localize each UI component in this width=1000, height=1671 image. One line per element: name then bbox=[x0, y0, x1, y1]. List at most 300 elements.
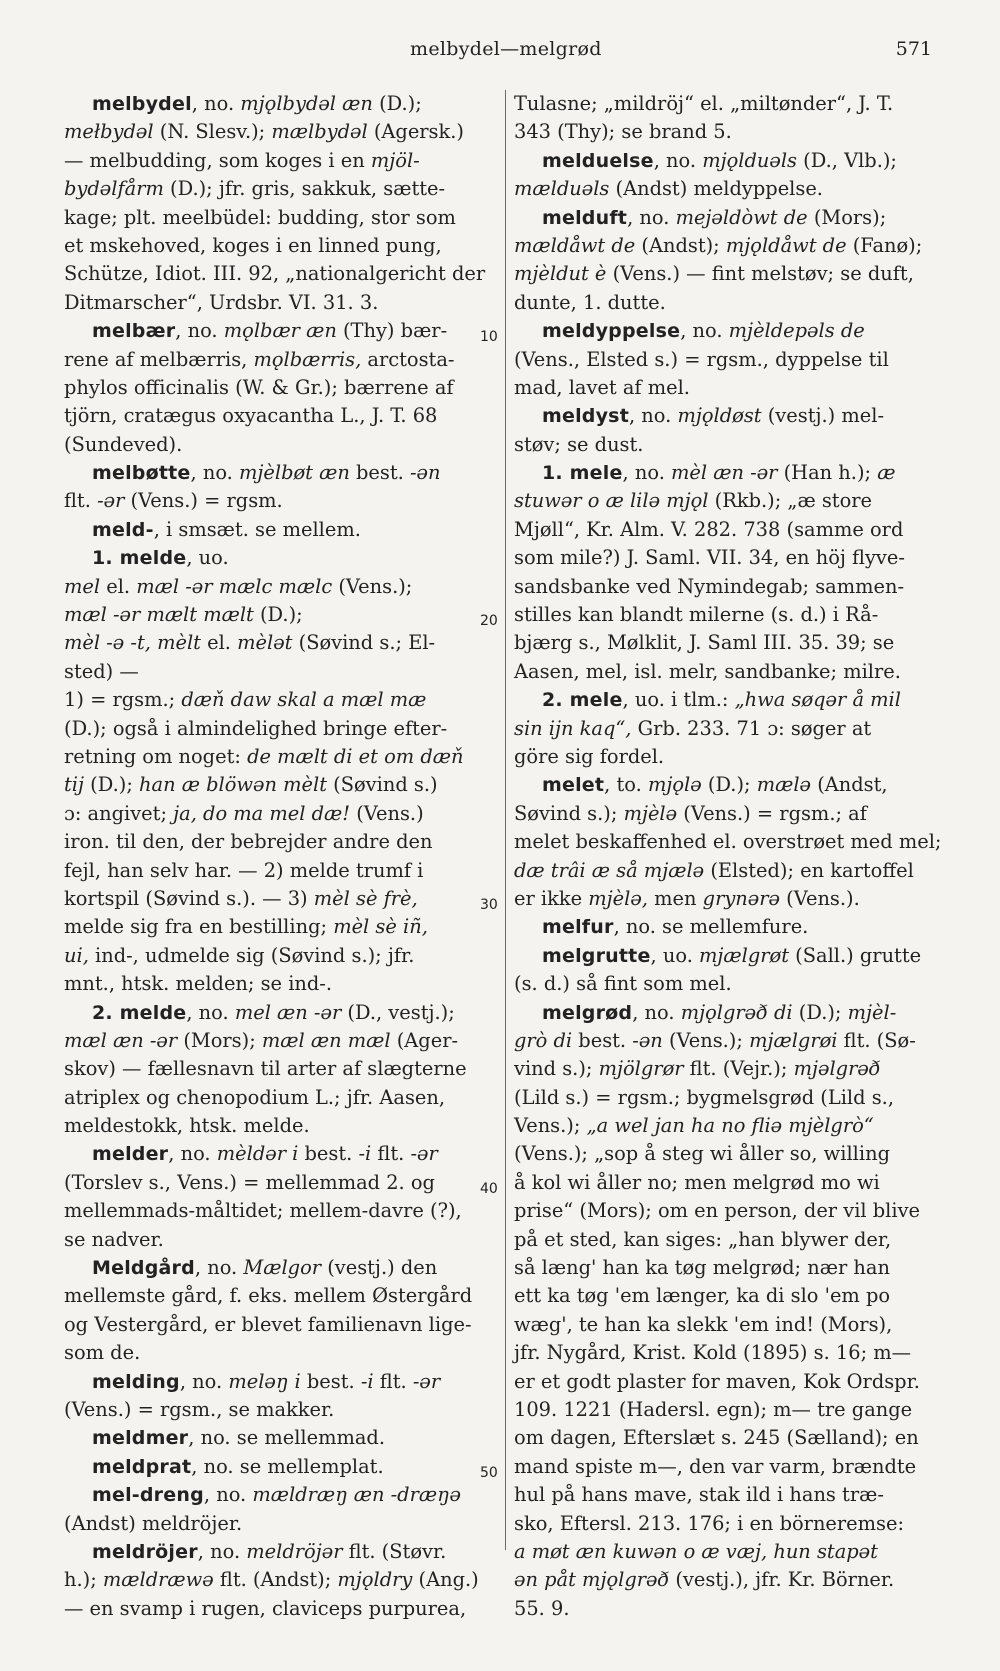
text-line bbox=[514, 402, 937, 430]
text-line bbox=[64, 1453, 500, 1481]
text-run: sandsbanke ved Nymindegab; sammen- bbox=[514, 574, 904, 598]
text-run: ind-, udmelde sig (Søvind s.); jfr. bbox=[88, 943, 415, 967]
text-run: iron. til den, der bebrejder andre den bbox=[64, 830, 433, 854]
text-run: (Lild s.) = rgsm.; bygmelsgrød (Lild s., bbox=[514, 1085, 894, 1109]
text-run: (Vens.) = rgsm., se makker. bbox=[64, 1397, 335, 1421]
text-run: best. bbox=[300, 1369, 361, 1393]
text-run: og Vestergård, er blevet familienavn lige- bbox=[64, 1312, 472, 1336]
text-line bbox=[64, 1538, 500, 1566]
headword: melduft bbox=[542, 206, 628, 229]
text-line bbox=[514, 374, 937, 402]
text-line bbox=[514, 516, 937, 544]
text-line bbox=[514, 317, 937, 345]
dialect-form: meldröjər bbox=[246, 1539, 343, 1563]
text-run: retning om noget: bbox=[64, 744, 248, 768]
text-run: ɔ: angivet; bbox=[64, 801, 174, 825]
text-line bbox=[64, 1169, 500, 1197]
text-run: Vens.); bbox=[514, 1114, 587, 1138]
column-divider bbox=[505, 90, 506, 1550]
text-line bbox=[64, 1140, 500, 1168]
text-run: sted) — bbox=[64, 659, 139, 683]
text-run: (D., Vlb.); bbox=[797, 148, 897, 172]
dialect-form: mælə bbox=[756, 773, 812, 797]
text-run: (s. d.) så fint som mel. bbox=[514, 972, 732, 996]
text-run: (Vens., Elsted s.) = rgsm., dyppelse til bbox=[514, 347, 889, 371]
dialect-form: -ər bbox=[97, 489, 125, 513]
text-line bbox=[514, 885, 937, 913]
dialect-form: mjèldut è bbox=[514, 262, 607, 286]
text-line bbox=[514, 346, 937, 374]
text-line bbox=[64, 715, 500, 743]
dialect-form: mæl æn mæl bbox=[261, 1028, 391, 1052]
dialect-form: „hwa søqər å mil bbox=[734, 688, 901, 712]
headword: melgrød bbox=[542, 1001, 633, 1024]
dialect-form: mjèlə, bbox=[588, 886, 648, 910]
text-run: se nadver. bbox=[64, 1227, 164, 1251]
text-run: , no. bbox=[653, 148, 703, 172]
text-run: best. bbox=[572, 1028, 633, 1052]
text-run: (vestj.), jfr. Kr. Börner. bbox=[669, 1568, 895, 1592]
text-line bbox=[514, 1055, 937, 1083]
text-run: Ditmarscher“, Urdsbr. VI. 31. 3. bbox=[64, 290, 379, 314]
dialect-form: sin ijn kaq“, bbox=[514, 716, 632, 740]
text-line bbox=[64, 374, 500, 402]
text-run: (Rkb.); „æ store bbox=[708, 489, 872, 513]
dialect-form: mæl -ər mælc mælc bbox=[136, 574, 333, 598]
text-run: wæg', te han ka slekk 'em ind! (Mors), bbox=[514, 1312, 893, 1336]
text-line bbox=[514, 1140, 937, 1168]
text-line bbox=[64, 1481, 500, 1509]
text-run: (Vens.) = rgsm. bbox=[124, 489, 283, 513]
text-line bbox=[514, 715, 937, 743]
text-run: (Torslev s., Vens.) = mellemmad 2. og bbox=[64, 1170, 435, 1194]
text-line bbox=[64, 232, 500, 260]
text-run: flt. (Støvr. bbox=[342, 1539, 447, 1563]
dialect-form: mjǫlgrəð di bbox=[680, 1000, 793, 1024]
text-run: (Mors); bbox=[807, 205, 887, 229]
text-line bbox=[64, 431, 500, 459]
text-run: rene af melbærris, bbox=[64, 347, 254, 371]
text-line bbox=[64, 1055, 500, 1083]
text-line bbox=[514, 1226, 937, 1254]
headword: melet bbox=[542, 774, 605, 797]
text-run: — melbudding, som koges i en bbox=[64, 148, 371, 172]
text-line bbox=[514, 118, 937, 146]
text-line bbox=[64, 544, 500, 572]
headword: melder bbox=[92, 1143, 169, 1166]
text-run: på et sted, kan siges: „han blywer der, bbox=[514, 1227, 892, 1251]
dialect-form: -ən bbox=[409, 461, 441, 485]
text-run: (Han h.); bbox=[777, 461, 878, 485]
text-line bbox=[514, 1027, 937, 1055]
text-line bbox=[514, 232, 937, 260]
text-line bbox=[514, 800, 937, 828]
text-line bbox=[64, 1396, 500, 1424]
dialect-form: dæ trâi æ så mjælə bbox=[514, 858, 705, 882]
headword: meldyppelse bbox=[542, 320, 681, 343]
dialect-form: meləŋ i bbox=[228, 1369, 301, 1393]
dialect-form: mjǫlbydəl æn bbox=[240, 92, 373, 115]
dialect-form: mælbydəl bbox=[271, 120, 368, 144]
text-run: 1) = rgsm.; bbox=[64, 688, 182, 712]
headword: meldyst bbox=[542, 405, 629, 428]
text-run: flt. bbox=[371, 1142, 411, 1166]
text-line bbox=[514, 1339, 937, 1367]
dialect-form: mjǫldåwt de bbox=[725, 233, 847, 257]
text-line bbox=[514, 431, 937, 459]
dialect-form: mæl -ər mælt mælt bbox=[64, 603, 254, 627]
dialect-form: mel bbox=[64, 574, 101, 598]
text-run: å kol wi åller no; men melgrød mo wi bbox=[514, 1170, 880, 1194]
text-run: (Andst) meldröjer. bbox=[64, 1511, 243, 1535]
text-line bbox=[64, 1424, 500, 1452]
right-column bbox=[514, 90, 942, 1623]
text-line bbox=[64, 1282, 500, 1310]
dialect-form: bydəlfårm bbox=[64, 177, 164, 201]
text-run: et mskehoved, koges i en linned pung, bbox=[64, 233, 442, 257]
text-run: , no. bbox=[186, 1000, 235, 1024]
text-run: som mile?) J. Saml. VII. 34, en höj flyve- bbox=[514, 546, 905, 570]
headword: melding bbox=[92, 1370, 180, 1393]
text-run: (D.); bbox=[701, 773, 757, 797]
text-line bbox=[64, 402, 500, 430]
text-line bbox=[64, 260, 500, 288]
text-line bbox=[514, 1396, 937, 1424]
text-run: , uo. bbox=[650, 943, 700, 967]
text-run: dunte, 1. dutte. bbox=[514, 290, 666, 314]
text-line bbox=[64, 1197, 500, 1225]
text-run: melde sig fra en bestilling; bbox=[64, 915, 334, 939]
text-run: (Vens.). bbox=[780, 886, 860, 910]
text-run: , no. bbox=[680, 319, 729, 343]
dialect-form: -ər bbox=[412, 1369, 441, 1393]
text-run: , i smsæt. se mellem. bbox=[153, 517, 361, 541]
text-line bbox=[514, 260, 937, 288]
text-run: , no. bbox=[203, 1483, 253, 1507]
dialect-form: mel æn -ər bbox=[234, 1000, 342, 1024]
text-line bbox=[514, 1566, 937, 1594]
text-run: (Ang.) bbox=[412, 1568, 479, 1592]
text-run: (vestj.) mel- bbox=[761, 404, 885, 428]
text-line bbox=[514, 1084, 937, 1112]
text-run: el. bbox=[100, 574, 137, 598]
text-line bbox=[514, 90, 937, 118]
headword: meld- bbox=[92, 518, 154, 541]
text-run: (Søvind s.; El- bbox=[292, 631, 436, 655]
text-line bbox=[64, 686, 500, 714]
dialect-form: mèl sè iñ, bbox=[333, 915, 428, 939]
left-column bbox=[64, 90, 500, 1623]
text-run: men bbox=[647, 886, 703, 910]
text-line bbox=[514, 1254, 937, 1282]
text-line bbox=[514, 289, 937, 317]
text-run: , no. se mellemmad. bbox=[188, 1426, 385, 1450]
text-run: best. bbox=[298, 1142, 359, 1166]
text-line bbox=[514, 913, 937, 941]
dialect-form: mełbydəl bbox=[64, 120, 154, 144]
text-run: Grb. 233. 71 ɔ: søger at bbox=[631, 716, 872, 740]
headword: 1. melde bbox=[92, 547, 187, 570]
dialect-form: mældræŋ æn -dræŋə bbox=[252, 1483, 462, 1507]
text-run: (N. Slesv.); bbox=[153, 120, 272, 144]
headword: Meldgård bbox=[92, 1257, 195, 1280]
text-run: (Thy) bær- bbox=[336, 319, 448, 343]
text-line bbox=[514, 658, 937, 686]
text-line bbox=[514, 175, 937, 203]
text-line bbox=[64, 771, 500, 799]
text-run: (Elsted); en kartoffel bbox=[704, 858, 914, 882]
text-run: melet beskaffenhed el. overstrøet med mel; bbox=[514, 830, 942, 854]
text-line bbox=[514, 1368, 937, 1396]
text-line bbox=[514, 1197, 937, 1225]
text-run: Tulasne; „mildröj“ el. „miltønder“, J. T. bbox=[514, 92, 894, 115]
text-line bbox=[64, 885, 500, 913]
dialect-form: mjælgrøt bbox=[699, 943, 790, 967]
text-run: kage; plt. meelbüdel: budding, stor som bbox=[64, 205, 456, 229]
dialect-form: mjèl- bbox=[847, 1000, 897, 1024]
text-line bbox=[64, 970, 500, 998]
headword: melduelse bbox=[542, 149, 654, 172]
text-run: , no. bbox=[632, 1000, 681, 1024]
text-line bbox=[64, 1311, 500, 1339]
text-run: , to. bbox=[604, 773, 648, 797]
text-line bbox=[64, 1027, 500, 1055]
dialect-form: mèldər i bbox=[216, 1142, 299, 1166]
text-line bbox=[64, 601, 500, 629]
text-run: (Vens.) bbox=[350, 801, 424, 825]
text-line bbox=[514, 771, 937, 799]
headword: meldröjer bbox=[92, 1540, 198, 1563]
dialect-form: mèl -ə -t, mèlt bbox=[64, 631, 201, 655]
text-run: , no. se mellemfure. bbox=[613, 915, 809, 939]
headword: melbøtte bbox=[92, 462, 191, 485]
dialect-form: -i bbox=[360, 1369, 374, 1393]
dialect-form: grò di bbox=[514, 1028, 573, 1052]
text-line bbox=[514, 857, 937, 885]
text-run: ett ka tøg 'em længer, ka di slo 'em po bbox=[514, 1284, 891, 1308]
text-run: (Vens.); bbox=[662, 1028, 750, 1052]
text-line bbox=[64, 147, 500, 175]
text-run: jfr. Nygård, Krist. Kold (1895) s. 16; m— bbox=[514, 1341, 912, 1365]
text-line bbox=[64, 1510, 500, 1538]
text-run: , no. bbox=[194, 1256, 244, 1280]
text-run: Aasen, mel, isl. melr, sandbanke; milre. bbox=[514, 659, 901, 683]
headword: 1. mele bbox=[542, 462, 623, 485]
dialect-form: mældåwt de bbox=[514, 233, 636, 257]
text-run: (D.); bbox=[253, 603, 303, 627]
dialect-form: ən påt mjǫlgrəð bbox=[514, 1568, 670, 1592]
headword: melfur bbox=[542, 916, 614, 939]
text-run: , no. bbox=[168, 1142, 217, 1166]
text-line bbox=[514, 487, 937, 515]
text-run: flt. bbox=[64, 489, 98, 513]
text-run: så læng' han ka tøg melgrød; nær han bbox=[514, 1256, 890, 1280]
text-run: (Vens.); bbox=[332, 574, 413, 598]
text-line bbox=[514, 1538, 937, 1566]
text-run: mad, lavet af mel. bbox=[514, 375, 690, 399]
text-run: (Vens.) = rgsm.; af bbox=[677, 801, 867, 825]
text-line bbox=[64, 175, 500, 203]
text-run: kortspil (Søvind s.). — 3) bbox=[64, 886, 314, 910]
text-line bbox=[64, 857, 500, 885]
text-run: fejl, han selv har. — 2) melde trumf i bbox=[64, 858, 424, 882]
dialect-form: æ bbox=[877, 461, 896, 485]
dialect-form: „a wel jan ha no fliə mjèlgrò“ bbox=[586, 1114, 874, 1138]
text-line bbox=[514, 1112, 937, 1140]
dialect-form: mældræwə bbox=[102, 1568, 214, 1592]
text-line bbox=[64, 1595, 500, 1623]
text-run: sko, Eftersl. 213. 176; i en börneremse: bbox=[514, 1511, 904, 1535]
text-line bbox=[514, 942, 937, 970]
dialect-form: grynərə bbox=[702, 886, 781, 910]
text-line bbox=[64, 317, 500, 345]
text-run: Mjøll“, Kr. Alm. V. 282. 738 (samme ord bbox=[514, 517, 904, 541]
text-line bbox=[64, 1566, 500, 1594]
text-run: flt. (Sø- bbox=[837, 1028, 916, 1052]
line-number-40: 40 bbox=[480, 1181, 498, 1197]
dialect-form: de mælt di et om dæň bbox=[247, 744, 464, 768]
text-run: om dagen, Efterslæt s. 245 (Sælland); en bbox=[514, 1426, 919, 1450]
dialect-form: mjǫlə bbox=[647, 773, 702, 797]
dialect-form: ui, bbox=[64, 943, 89, 967]
text-run: (Andst); bbox=[635, 233, 726, 257]
text-line bbox=[514, 1453, 937, 1481]
dialect-form: -ər bbox=[410, 1142, 438, 1166]
text-run: (Andst) meldyppelse. bbox=[609, 177, 823, 201]
text-run: (Ager- bbox=[390, 1028, 459, 1052]
text-run: mnt., htsk. melden; se ind-. bbox=[64, 972, 333, 996]
dialect-form: mjöl- bbox=[370, 148, 420, 172]
headword: melbydel bbox=[92, 93, 192, 115]
text-run: (Sall.) grutte bbox=[789, 943, 922, 967]
dialect-form: mjèlə bbox=[623, 801, 678, 825]
text-line bbox=[64, 999, 500, 1027]
text-line bbox=[514, 1424, 937, 1452]
text-run: (vestj.) den bbox=[321, 1256, 438, 1280]
dialect-form: mæl æn -ər bbox=[64, 1028, 178, 1052]
text-line bbox=[514, 204, 937, 232]
text-run: Schütze, Idiot. III. 92, „nationalgericht der bbox=[64, 262, 486, 286]
line-number-30: 30 bbox=[480, 897, 498, 913]
text-line bbox=[64, 1112, 500, 1140]
text-line bbox=[514, 147, 937, 175]
dialect-form: mǫlbær æn bbox=[223, 319, 337, 343]
text-run: 55. 9. bbox=[514, 1596, 570, 1620]
text-run: mellemste gård, f. eks. mellem Østergård bbox=[64, 1284, 473, 1308]
text-run: göre sig fordel. bbox=[514, 744, 665, 768]
text-line bbox=[64, 459, 500, 487]
text-run: er ikke bbox=[514, 886, 589, 910]
text-line bbox=[64, 913, 500, 941]
text-run: tjörn, cratægus oxyacantha L., J. T. 68 bbox=[64, 404, 438, 428]
text-line bbox=[514, 601, 937, 629]
page-title: melbydel—melgrød bbox=[410, 38, 602, 60]
text-run: , no. bbox=[628, 404, 678, 428]
text-run: stilles kan blandt milerne (s. d.) i Rå- bbox=[514, 603, 879, 627]
text-line bbox=[514, 828, 942, 856]
text-run: arctosta- bbox=[361, 347, 455, 371]
text-line bbox=[514, 1311, 937, 1339]
text-run: atriplex og chenopodium L.; jfr. Aasen, bbox=[64, 1085, 446, 1109]
text-line bbox=[64, 629, 500, 657]
headword: 2. mele bbox=[542, 689, 623, 712]
text-line bbox=[64, 346, 500, 374]
text-run: (D.); bbox=[84, 773, 140, 797]
dialect-form: mjǫlduəls bbox=[702, 148, 798, 172]
headword: meldmer bbox=[92, 1427, 189, 1450]
headword: melbær bbox=[92, 320, 176, 343]
text-line bbox=[514, 1481, 937, 1509]
text-run: (Vens.) — fint melstøv; se duft, bbox=[606, 262, 914, 286]
text-run: , no. bbox=[197, 1539, 247, 1563]
text-run: , no. bbox=[175, 319, 224, 343]
text-line bbox=[64, 942, 500, 970]
text-line bbox=[64, 516, 500, 544]
text-run: , uo. bbox=[186, 546, 229, 570]
text-run: (Søvind s.) bbox=[327, 773, 438, 797]
text-run: Søvind s.); bbox=[514, 801, 624, 825]
page-number: 571 bbox=[895, 38, 932, 60]
text-line bbox=[514, 459, 937, 487]
text-run: skov) — fællesnavn til arter af slægterne bbox=[64, 1057, 467, 1081]
text-line bbox=[64, 204, 500, 232]
text-line bbox=[64, 743, 500, 771]
text-line bbox=[64, 289, 500, 317]
text-run: , no. se mellemplat. bbox=[191, 1454, 384, 1478]
headword: melgrutte bbox=[542, 944, 651, 967]
dialect-form: stuwər o æ lilə mjǫl bbox=[514, 489, 709, 513]
dialect-form: mèlət bbox=[237, 631, 293, 655]
dialect-form: mjælgrøi bbox=[749, 1028, 838, 1052]
text-line bbox=[64, 828, 500, 856]
dialect-form: mèl sè frè, bbox=[313, 886, 418, 910]
dialect-form: a møt æn kuwən o æ væj, hun stapət bbox=[514, 1539, 878, 1563]
dialect-form: mjǫldry bbox=[337, 1568, 413, 1592]
dialect-form: mjèldepəls de bbox=[728, 319, 865, 343]
text-line bbox=[514, 1282, 937, 1310]
headword: mel-dreng bbox=[92, 1484, 204, 1507]
dialect-form: ja, do ma mel dæ! bbox=[173, 801, 351, 825]
text-run: flt. (Vejr.); bbox=[683, 1057, 794, 1081]
dialect-form: mèl æn -ər bbox=[671, 461, 778, 485]
text-line bbox=[514, 999, 937, 1027]
dialect-form: mejəldòwt de bbox=[675, 205, 808, 229]
text-line bbox=[514, 629, 937, 657]
line-number-20: 20 bbox=[480, 613, 498, 629]
text-run: (D.); bbox=[792, 1000, 848, 1024]
dialect-form: mjǫldøst bbox=[677, 404, 762, 428]
line-number-50: 50 bbox=[480, 1465, 498, 1481]
text-line bbox=[514, 970, 937, 998]
text-line bbox=[64, 1368, 500, 1396]
text-run: (Andst, bbox=[811, 773, 888, 797]
text-run: (D., vestj.); bbox=[341, 1000, 455, 1024]
text-run: — en svamp i rugen, claviceps purpurea, bbox=[64, 1596, 467, 1620]
text-line bbox=[514, 743, 937, 771]
text-run: , uo. i tlm.: bbox=[622, 688, 735, 712]
dialect-form: -ən bbox=[632, 1028, 663, 1052]
dialect-form: mǫlbærris, bbox=[253, 347, 362, 371]
text-line bbox=[64, 658, 500, 686]
text-line bbox=[514, 1510, 937, 1538]
text-run: (Fanø); bbox=[846, 233, 923, 257]
text-line bbox=[64, 1084, 500, 1112]
text-run: vind s.); bbox=[514, 1057, 599, 1081]
text-run: (Agersk.) bbox=[367, 120, 464, 144]
text-run: støv; se dust. bbox=[514, 432, 644, 456]
dialect-form: -i bbox=[358, 1142, 372, 1166]
dialect-form: han æ blöwən mèlt bbox=[139, 773, 327, 797]
